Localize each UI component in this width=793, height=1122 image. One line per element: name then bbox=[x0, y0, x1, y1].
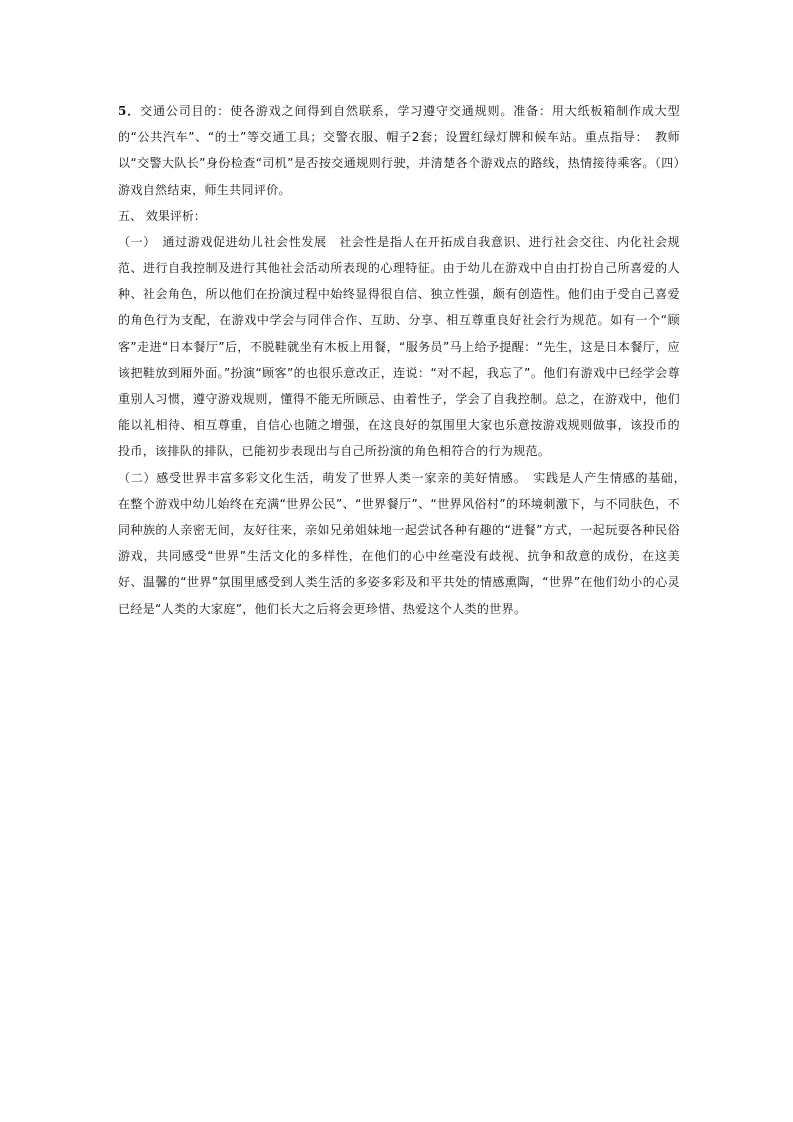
paragraph-number: 5． bbox=[118, 104, 141, 118]
paragraph-traffic-company bbox=[118, 98, 693, 203]
paragraph-social-development: （一） 通过游戏促进幼儿社会性发展 社会性是指人在开拓成自我意识、进行社会交往、内化社会规范、进行自我控制及进行其他社会活动所表现的心理特征。由于幼儿在游戏中自由打扮自己所喜爱的人种、社会角色，所以他们在扮演过程中始终显得很自信、独立性强，颇有创造性。他们由于受自己喜爱的角色行为支配，在游戏中学会与同伴合作、互助、分享、相互尊重良好社会行为规范。如有一个“顾客”走进“日本餐厅”后，不脱鞋就坐有木板上用餐，“服务员”马上给予提醒：“先生，这是日本餐厅，应该把鞋放到厢外面。”扮演“顾客”的也很乐意改正，连说：“对不起，我忘了”。他们有游戏中已经学会尊重别人习惯，遵守游戏规则，懂得不能无所顾忌、由着性子，学会了自我控制。总之，在游戏中，他们能以礼相待、相互尊重，自信心也随之增强，在这良好的氛围里大家也乐意按游戏规则做事，该投币的投币，该排队的排队，已能初步表现出与自己所扮演的角色相符合的行为规范。 bbox=[118, 234, 680, 459]
section-heading-evaluation: 五、 效果评析： bbox=[118, 208, 206, 223]
paragraph-world-culture: （二）感受世界丰富多彩文化生活，萌发了世界人类一家亲的美好情感。 实践是人产生情感的基础， 在整个游戏中幼儿始终在充满“世界公民”、“世界餐厅”、“世界风俗村”的环境刺激下，与不同肤色，不同种族的人亲密无间，友好往来，亲如兄弟姐妹地一起尝试各种有趣的“进餐”方式，一起玩耍各种民俗游戏，共同感受“世界”生活文化的多样性，在他们的心中丝毫没有歧视、抗争和敌意的成份，在这美好、温馨的“世界”氛围里感受到人类生活的多姿多彩及和平共处的情感熏陶，“世界”在他们幼小的心灵已经是“人类的大家庭”，他们长大之后将会更珍惜、热爱这个人类的世界。 bbox=[118, 470, 693, 616]
paragraph-text: 交通公司目的：使各游戏之间得到自然联系，学习遵守交通规则。准备：用大纸板箱制作成大型的“公共汽车”、“的士”等交通工具；交警衣服、帽子2套；设置红绿灯牌和候车站。重点指导： 教师以“交警大队长”身份检查“司机”是否按交通规则行驶，并清楚各个游戏点的路线，热情接待乘客。（四） 游戏自然结束，师生共同评价。 bbox=[118, 104, 693, 197]
document-page bbox=[118, 98, 693, 622]
